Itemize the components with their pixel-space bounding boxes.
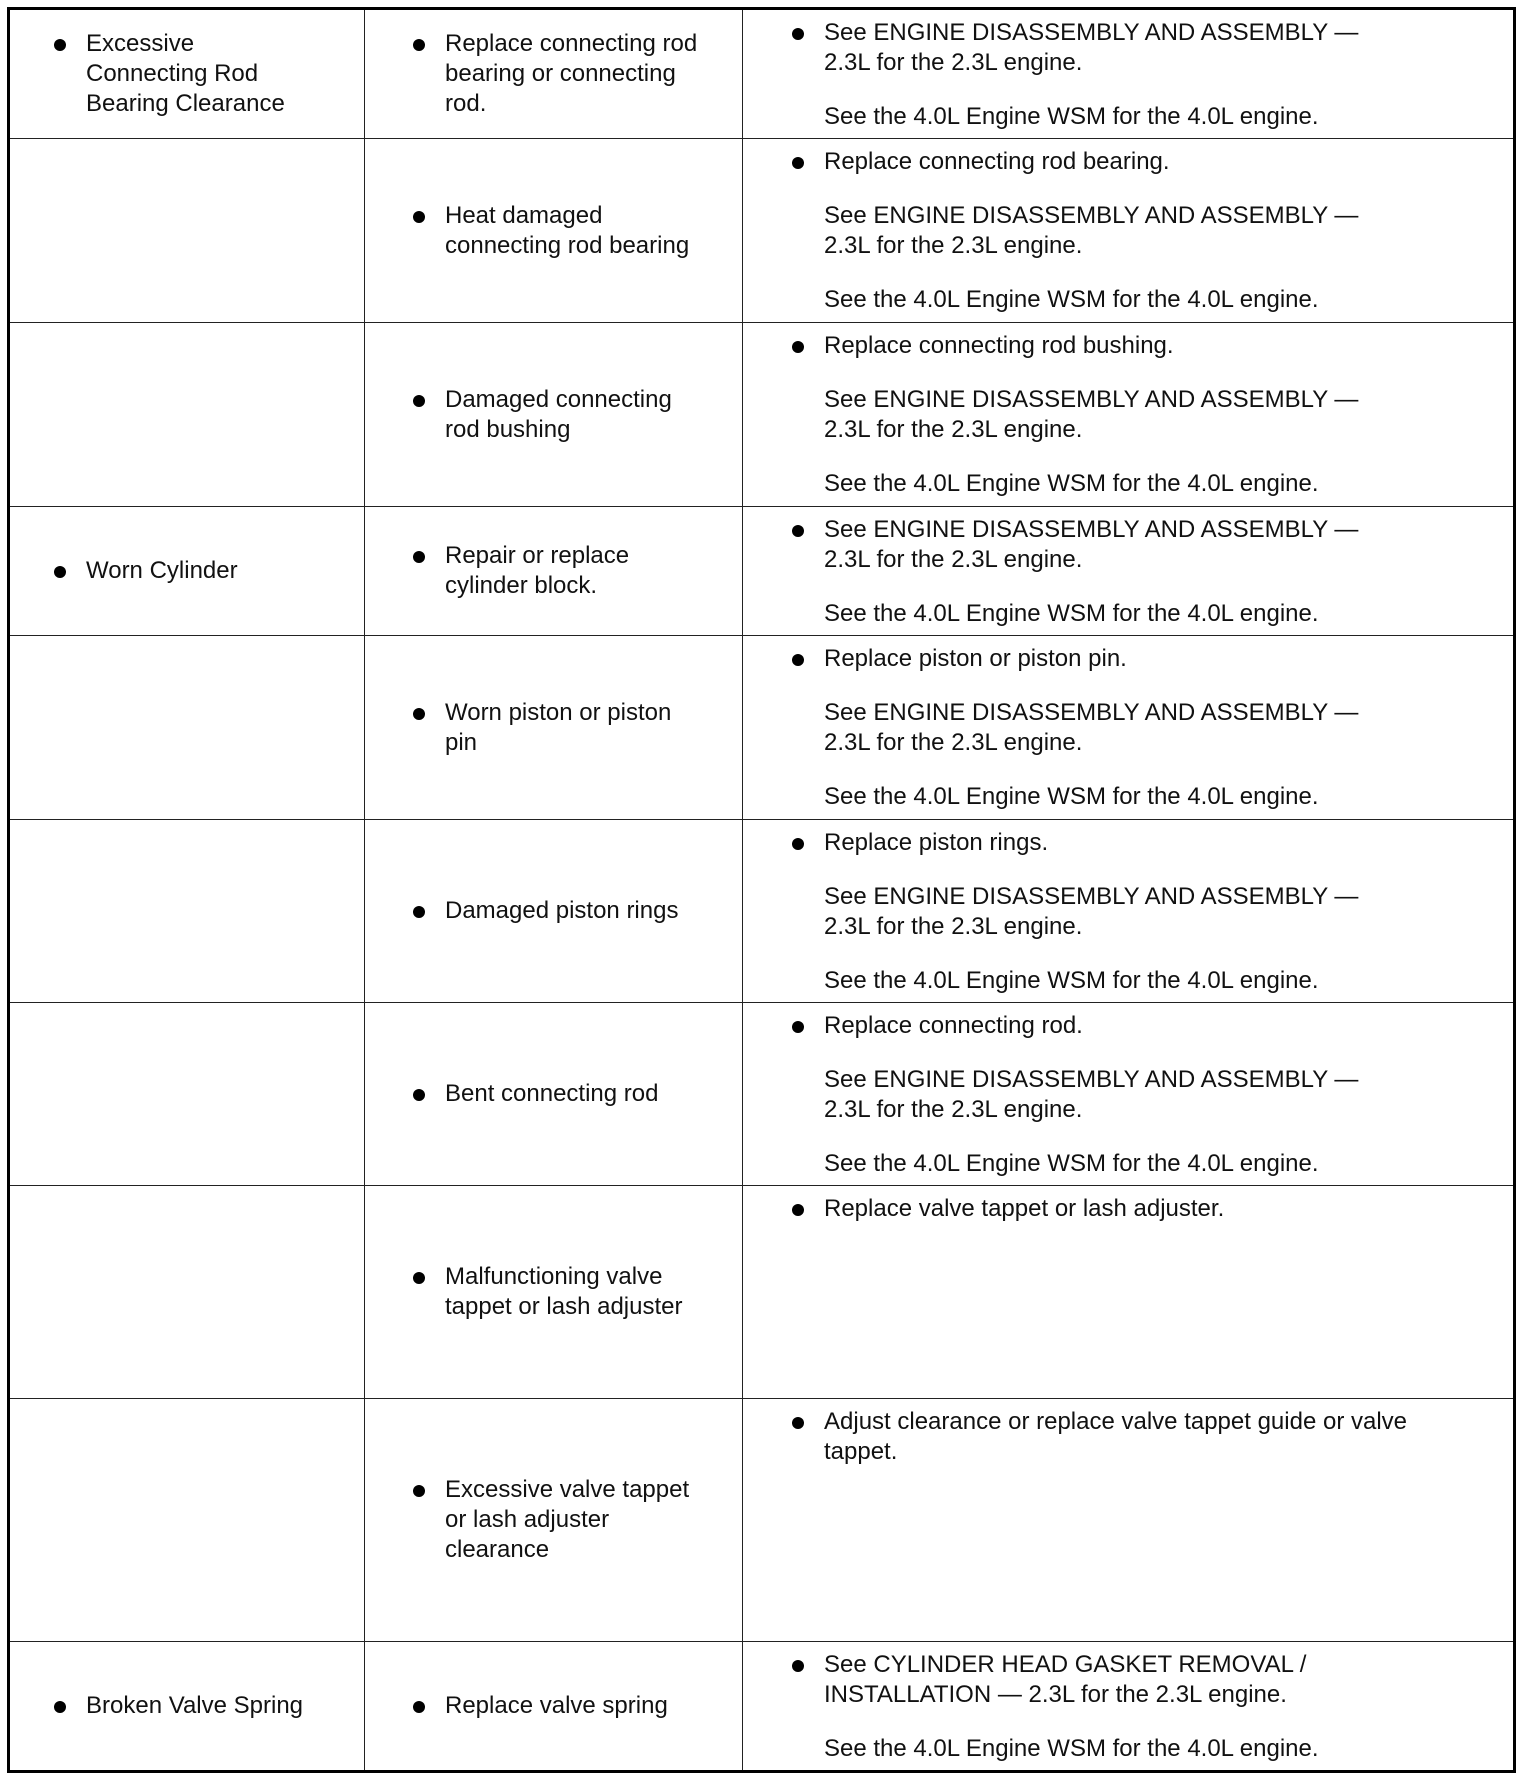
action-text: Adjust clearance or replace valve tappet guide or valve tappet. [824, 1408, 1408, 1465]
action-cell [743, 820, 1515, 1003]
action-note: See the 4.0L Engine WSM for the 4.0L engine. [824, 1150, 1319, 1177]
action-note: See ENGINE DISASSEMBLY AND ASSEMBLY — 2.3L for the 2.3L engine. [824, 1066, 1359, 1123]
condition-cell [9, 323, 365, 507]
action-text: Replace valve tappet or lash adjuster. [824, 1195, 1225, 1222]
bullet-icon [413, 1089, 425, 1101]
bullet-icon [413, 211, 425, 223]
action-cell [743, 1399, 1515, 1642]
action-text: Replace connecting rod. [824, 1012, 1083, 1039]
condition-cell [9, 820, 365, 1003]
action-item [792, 644, 1493, 674]
bullet-icon [792, 1204, 804, 1216]
bullet-icon [792, 654, 804, 666]
action-text: Replace connecting rod bushing. [824, 332, 1174, 359]
cause-cell [365, 1186, 743, 1399]
action-note: See the 4.0L Engine WSM for the 4.0L engine. [824, 783, 1319, 810]
action-note: See ENGINE DISASSEMBLY AND ASSEMBLY — 2.3L for the 2.3L engine. [824, 202, 1359, 259]
action-note: See the 4.0L Engine WSM for the 4.0L engine. [824, 967, 1319, 994]
action-text: See CYLINDER HEAD GASKET REMOVAL / INSTALLATION — 2.3L for the 2.3L engine. [824, 1651, 1307, 1708]
cause-item [413, 29, 728, 119]
cause-text: Malfunctioning valve tappet or lash adjuster [445, 1263, 683, 1320]
cause-text: Damaged piston rings [445, 897, 679, 924]
bullet-icon [54, 39, 66, 51]
cause-cell [365, 820, 743, 1003]
action-cell [743, 1642, 1515, 1772]
table-row [9, 1399, 1515, 1642]
action-item [792, 1011, 1493, 1041]
action-note: See ENGINE DISASSEMBLY AND ASSEMBLY — 2.3L for the 2.3L engine. [824, 883, 1359, 940]
bullet-icon [54, 1701, 66, 1713]
bullet-icon [413, 1485, 425, 1497]
action-note: See the 4.0L Engine WSM for the 4.0L engine. [824, 286, 1319, 313]
action-item [792, 1194, 1493, 1224]
cause-cell [365, 636, 743, 820]
cause-item [413, 385, 728, 445]
cause-text: Damaged connecting rod bushing [445, 385, 672, 443]
table-row [9, 820, 1515, 1003]
bullet-icon [413, 1272, 425, 1284]
action-note: See ENGINE DISASSEMBLY AND ASSEMBLY — 2.3L for the 2.3L engine. [824, 386, 1359, 443]
condition-text: Excessive Connecting Rod Bearing Clearance [86, 30, 285, 117]
action-cell [743, 139, 1515, 323]
action-item [792, 1407, 1493, 1467]
table-row [9, 1003, 1515, 1186]
cause-cell [365, 507, 743, 636]
action-note: See the 4.0L Engine WSM for the 4.0L engine. [824, 470, 1319, 497]
bullet-icon [792, 1021, 804, 1033]
bullet-icon [792, 525, 804, 537]
action-text: Replace connecting rod bearing. [824, 148, 1170, 175]
cause-cell [365, 323, 743, 507]
condition-text: Broken Valve Spring [86, 1692, 304, 1719]
condition-cell [9, 1399, 365, 1642]
action-note: See the 4.0L Engine WSM for the 4.0L engine. [824, 600, 1319, 627]
table-row [9, 323, 1515, 507]
condition-text: Worn Cylinder [86, 557, 238, 584]
cause-cell [365, 1642, 743, 1772]
condition-cell [9, 1642, 365, 1772]
action-note: See the 4.0L Engine WSM for the 4.0L engine. [824, 1735, 1319, 1762]
condition-cell [9, 1186, 365, 1399]
condition-cell [9, 636, 365, 820]
action-item [792, 828, 1493, 858]
action-text: See ENGINE DISASSEMBLY AND ASSEMBLY — 2.3L for the 2.3L engine. [824, 19, 1359, 76]
condition-item [54, 556, 346, 586]
bullet-icon [792, 838, 804, 850]
bullet-icon [413, 39, 425, 51]
action-cell [743, 507, 1515, 636]
cause-text: Replace connecting rod bearing or connecting rod. [445, 30, 698, 117]
cause-text: Excessive valve tappet or lash adjuster clearance [445, 1476, 690, 1563]
bullet-icon [413, 395, 425, 407]
diagnosis-table [7, 7, 1516, 1773]
condition-item [54, 1691, 346, 1721]
table-row [9, 9, 1515, 139]
cause-text: Replace valve spring [445, 1692, 668, 1719]
cause-item [413, 1475, 728, 1565]
action-note: See the 4.0L Engine WSM for the 4.0L engine. [824, 103, 1319, 130]
cause-item [413, 1691, 728, 1721]
cause-cell [365, 139, 743, 323]
cause-text: Heat damaged connecting rod bearing [445, 201, 690, 259]
action-text: Replace piston or piston pin. [824, 645, 1127, 672]
table-row [9, 1642, 1515, 1772]
cause-item [413, 201, 728, 261]
table-row [9, 139, 1515, 323]
action-item [792, 147, 1493, 177]
action-cell [743, 1003, 1515, 1186]
cause-cell [365, 1003, 743, 1186]
cause-text: Worn piston or piston pin [445, 698, 672, 756]
action-text: Replace piston rings. [824, 829, 1049, 856]
table-row [9, 1186, 1515, 1399]
bullet-icon [792, 28, 804, 40]
action-note: See ENGINE DISASSEMBLY AND ASSEMBLY — 2.3L for the 2.3L engine. [824, 699, 1359, 756]
bullet-icon [413, 1701, 425, 1713]
action-cell [743, 636, 1515, 820]
table-row [9, 636, 1515, 820]
action-item [792, 1650, 1493, 1710]
bullet-icon [792, 157, 804, 169]
cause-text: Repair or replace cylinder block. [445, 542, 630, 599]
bullet-icon [792, 1417, 804, 1429]
cause-item [413, 1079, 728, 1109]
cause-cell [365, 1399, 743, 1642]
action-cell [743, 1186, 1515, 1399]
condition-cell [9, 507, 365, 636]
bullet-icon [792, 341, 804, 353]
action-text: See ENGINE DISASSEMBLY AND ASSEMBLY — 2.3L for the 2.3L engine. [824, 516, 1359, 573]
action-cell [743, 323, 1515, 507]
bullet-icon [792, 1660, 804, 1672]
condition-cell [9, 139, 365, 323]
bullet-icon [413, 708, 425, 720]
bullet-icon [413, 551, 425, 563]
action-item [792, 515, 1493, 575]
bullet-icon [54, 566, 66, 578]
action-item [792, 331, 1493, 361]
action-item [792, 18, 1493, 78]
bullet-icon [413, 906, 425, 918]
cause-cell [365, 9, 743, 139]
condition-cell [9, 9, 365, 139]
condition-cell [9, 1003, 365, 1186]
table-row [9, 507, 1515, 636]
cause-item [413, 698, 728, 758]
cause-item [413, 541, 728, 601]
condition-item [54, 29, 346, 119]
cause-item [413, 896, 728, 926]
action-cell [743, 9, 1515, 139]
cause-item [413, 1262, 728, 1322]
cause-text: Bent connecting rod [445, 1080, 659, 1107]
